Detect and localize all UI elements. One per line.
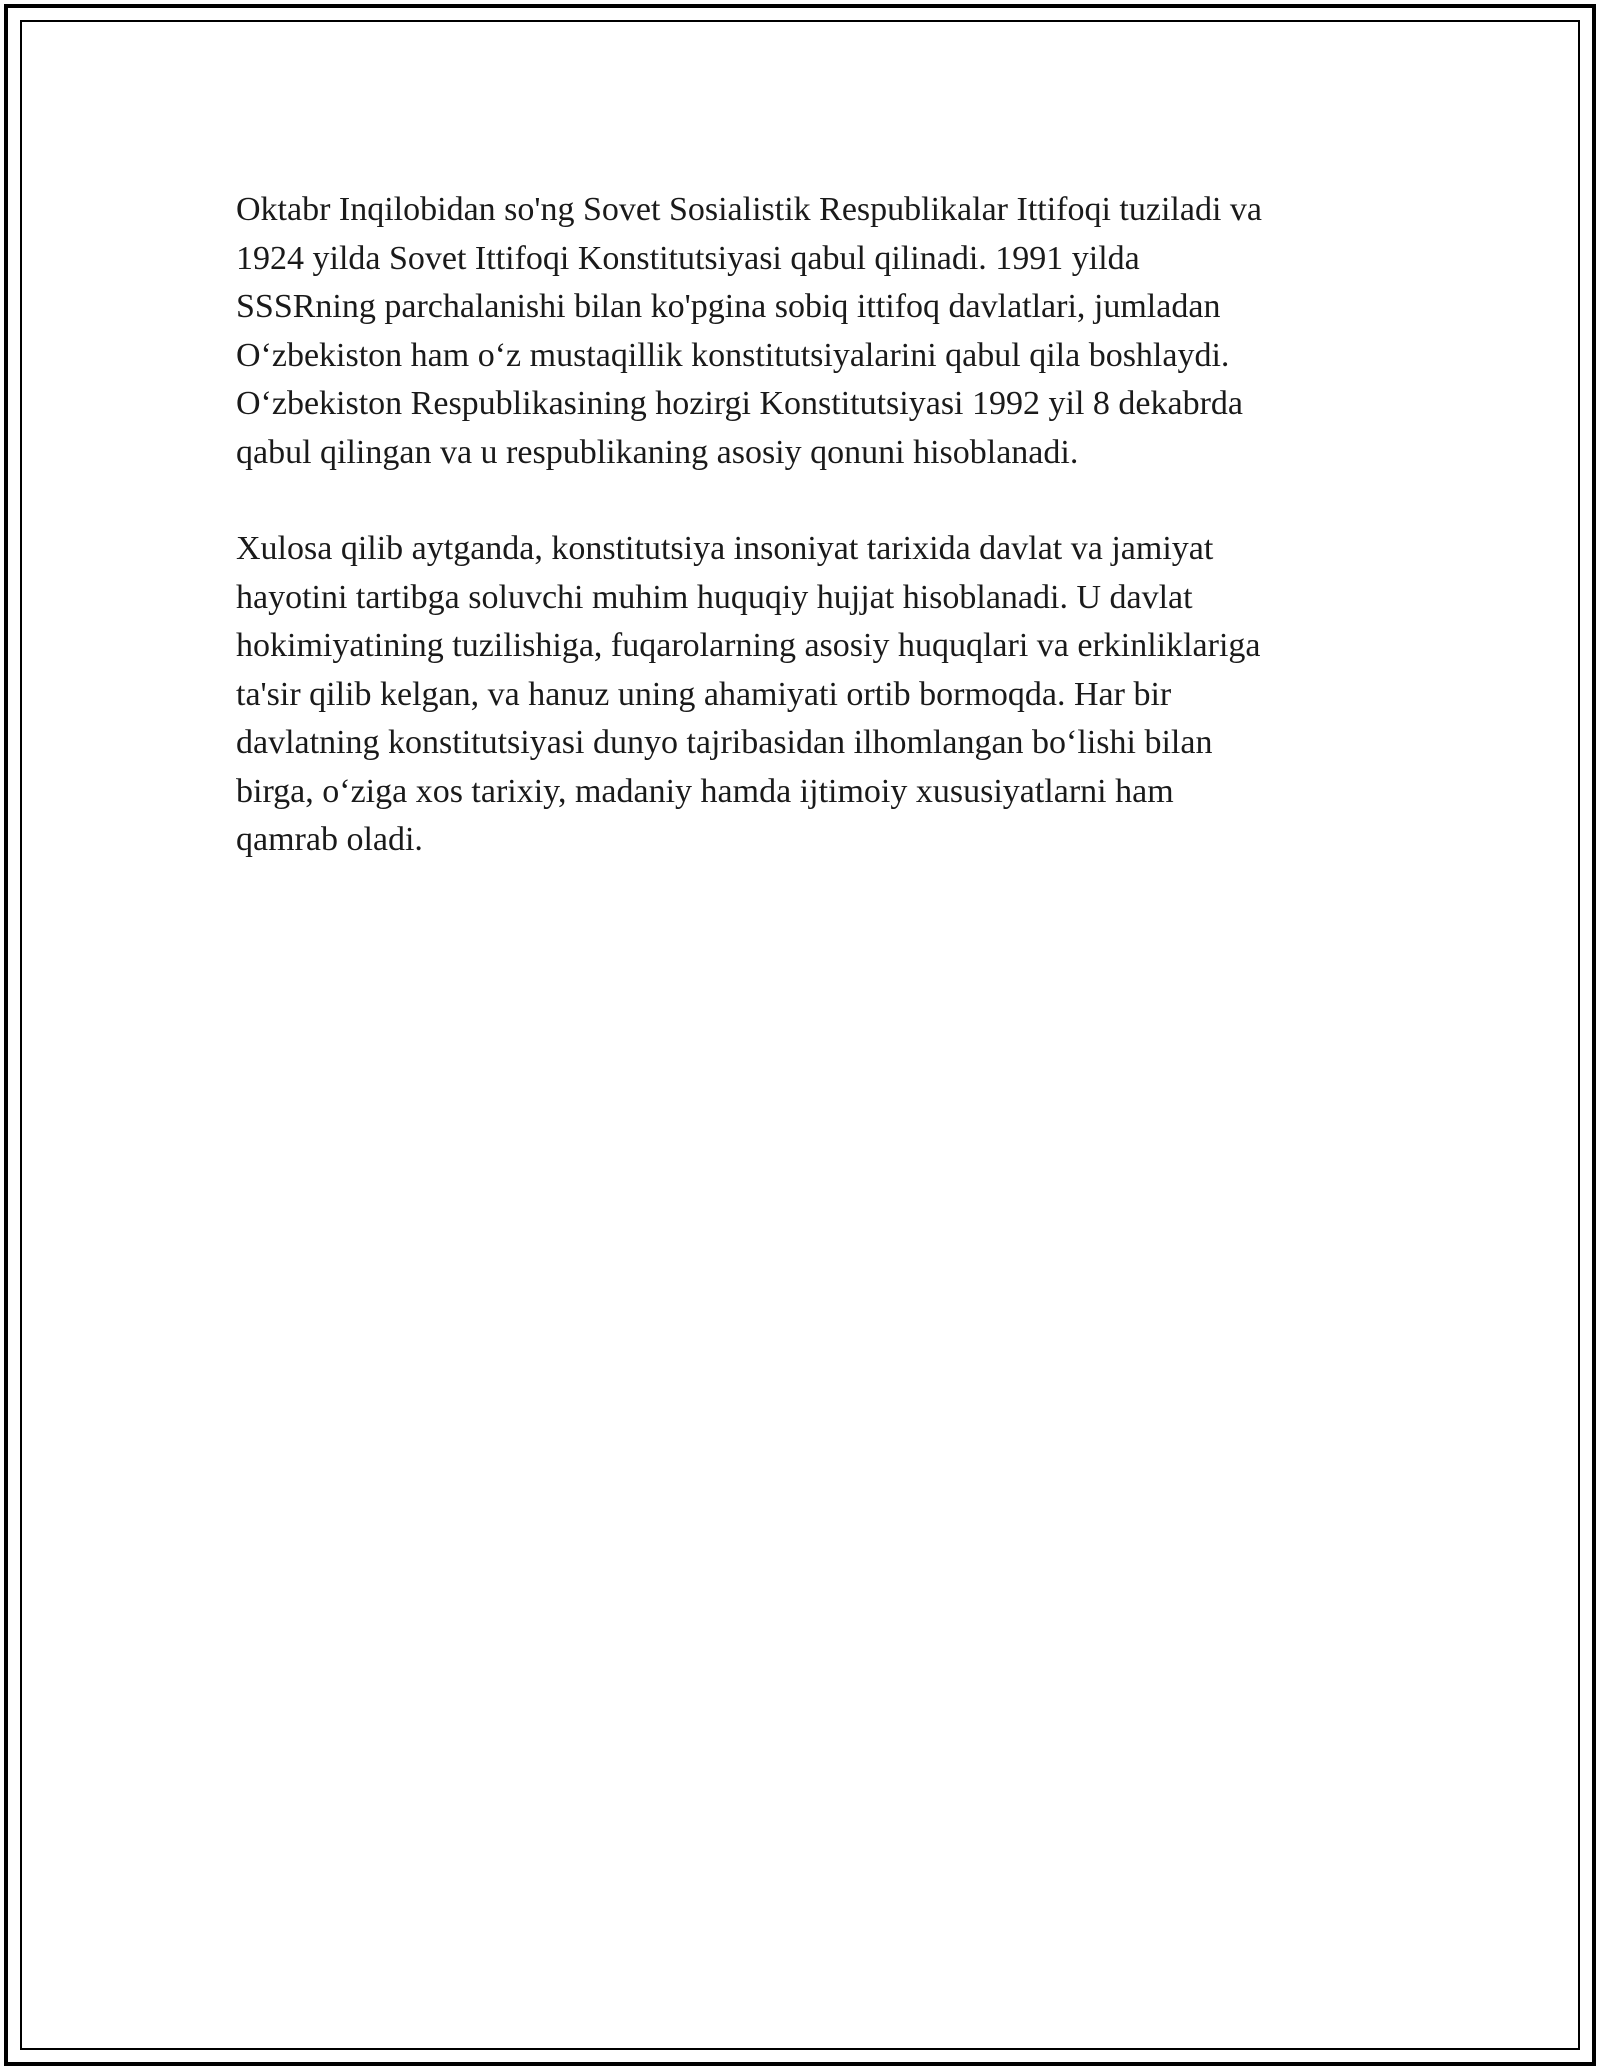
paragraph-line: O‘zbekiston Respublikasining hozirgi Konstitutsiyasi 1992 yil 8 dekabrda xyxy=(236,385,1243,422)
paragraph-line: 1924 yilda Sovet Ittifoqi Konstitutsiyasi qabul qilinadi. 1991 yilda xyxy=(236,239,1140,277)
paragraph-1 xyxy=(236,186,1356,477)
paragraph-line: qamrab oladi. xyxy=(236,821,423,858)
paragraph-line: hayotini tartibga soluvchi muhim huquqiy hujjat hisoblanadi. U davlat xyxy=(236,578,1193,616)
paragraph-line: O‘zbekiston ham o‘z mustaqillik konstitutsiyalarini qabul qila boshlaydi. xyxy=(236,336,1230,374)
document-body xyxy=(236,186,1356,913)
paragraph-2 xyxy=(236,525,1356,865)
paragraph-line: SSSRning parchalanishi bilan ko'pgina sobiq ittifoq davlatlari, jumladan xyxy=(236,288,1221,325)
paragraph-line: davlatning konstitutsiyasi dunyo tajribasidan ilhomlangan bo‘lishi bilan xyxy=(236,724,1213,761)
paragraph-line: qabul qilingan va u respublikaning asosiy qonuni hisoblanadi. xyxy=(236,433,1079,471)
paragraph-line: ta'sir qilib kelgan, va hanuz uning ahamiyati ortib bormoqda. Har bir xyxy=(236,675,1172,713)
paragraph-line: Oktabr Inqilobidan so'ng Sovet Sosialistik Respublikalar Ittifoqi tuziladi va xyxy=(236,191,1262,228)
paragraph-line: hokimiyatining tuzilishiga, fuqarolarning asosiy huquqlari va erkinliklariga xyxy=(236,627,1261,664)
paragraph-line: birga, o‘ziga xos tarixiy, madaniy hamda ijtimoiy xususiyatlarni ham xyxy=(236,772,1174,810)
paragraph-line: Xulosa qilib aytganda, konstitutsiya insoniyat tarixida davlat va jamiyat xyxy=(236,530,1214,567)
